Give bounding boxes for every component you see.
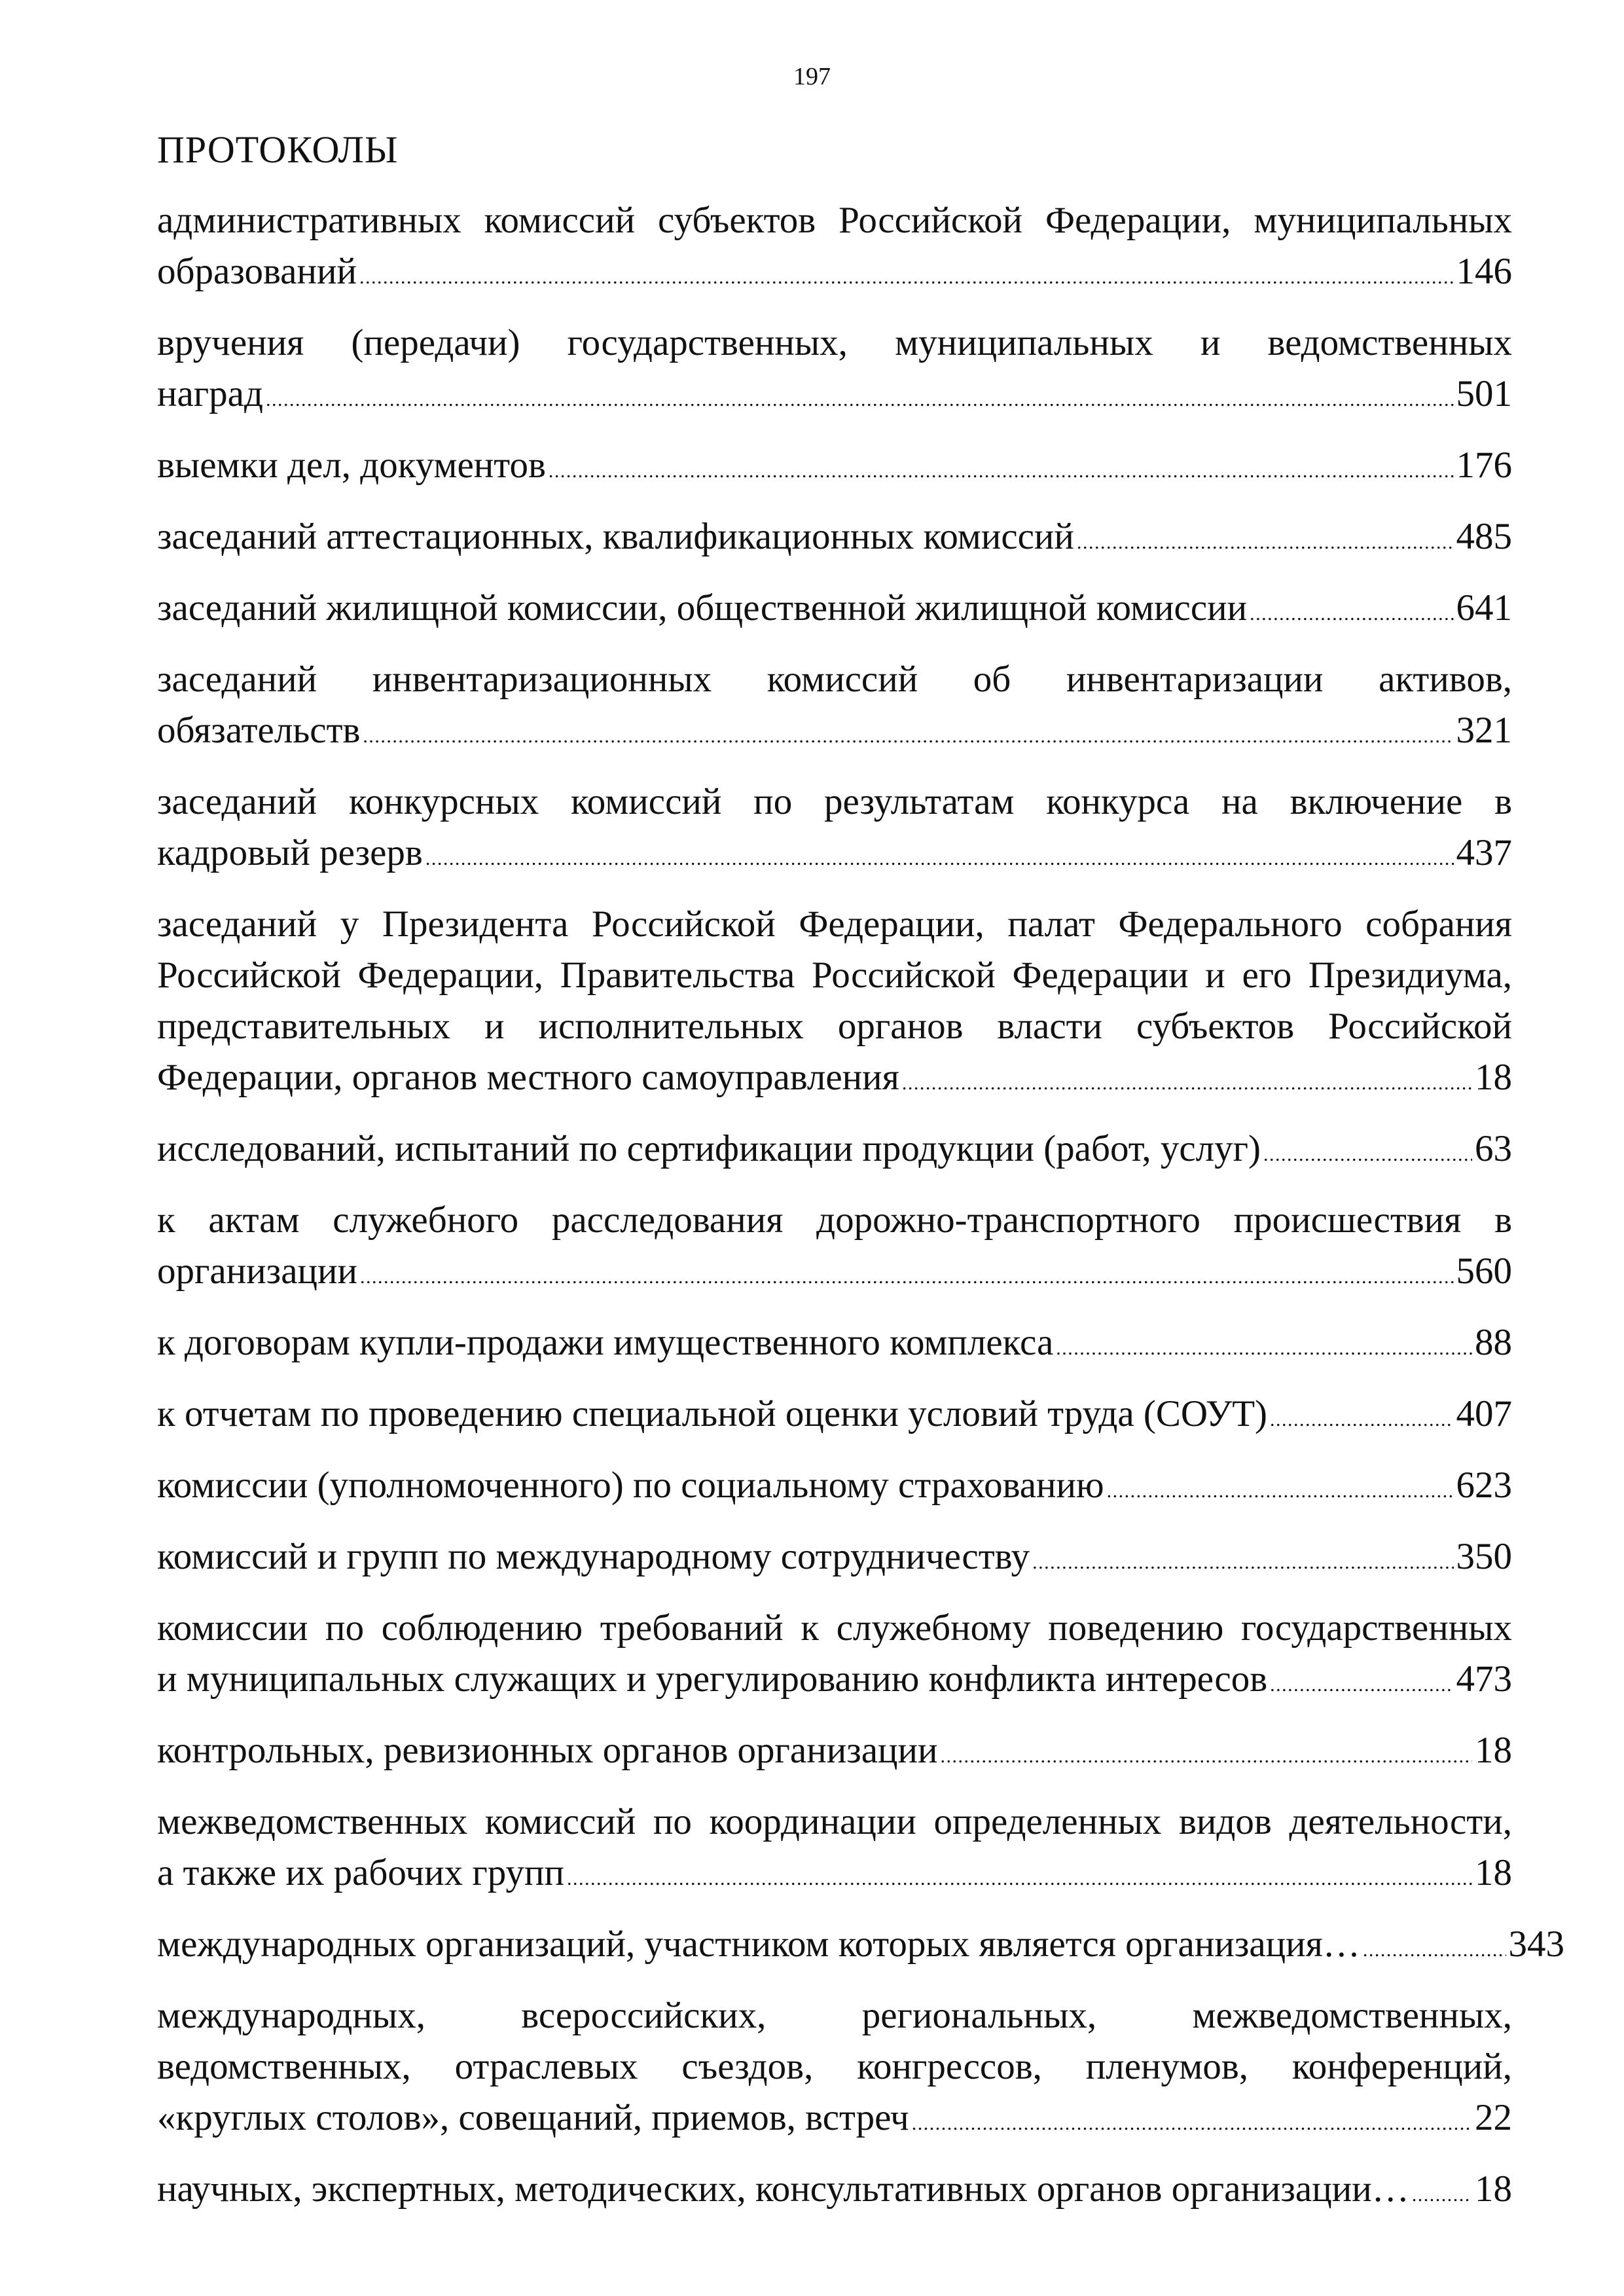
index-entry: [157, 776, 1512, 884]
dot-leader: [1263, 1123, 1472, 1180]
index-entries: [157, 195, 1564, 2235]
index-entry: [157, 1531, 1512, 1588]
index-entry: [157, 1389, 1512, 1446]
dot-leader: [1363, 1919, 1506, 1976]
entry-page-number: 350: [1456, 1536, 1512, 1577]
entry-last-line: [157, 1460, 1512, 1517]
entry-last-line: [157, 828, 1512, 884]
entry-last-line: [157, 583, 1512, 640]
entry-last-line: [157, 369, 1512, 426]
entry-text-line: международных, всероссийских, региональных, межведомственных,: [157, 1995, 1512, 2036]
entry-last-line: [157, 1123, 1512, 1180]
entry-text-line: заседаний инвентаризационных комиссий об инвентаризации активов,: [157, 659, 1512, 700]
entry-page-number: 560: [1456, 1250, 1512, 1292]
entry-last-line: [157, 1531, 1512, 1588]
dot-leader: [359, 246, 1454, 303]
index-entry: [157, 440, 1512, 497]
dot-leader: [360, 1246, 1453, 1303]
index-entry: [157, 583, 1512, 640]
entry-page-number: 18: [1475, 1852, 1512, 1893]
dot-leader: [567, 1848, 1472, 1904]
entry-page-number: 18: [1475, 1057, 1512, 1098]
index-entry: [157, 1195, 1512, 1303]
dot-leader: [266, 369, 1454, 426]
dot-leader: [1077, 511, 1454, 568]
entry-title: исследований, испытаний по сертификации продукции (работ, услуг): [157, 1128, 1261, 1169]
dot-leader: [1250, 583, 1453, 640]
index-entry: [157, 318, 1512, 426]
entry-last-line: [157, 2092, 1512, 2149]
entry-last-line: [157, 2164, 1512, 2221]
index-entry: [157, 195, 1512, 303]
index-heading: ПРОТОКОЛЫ: [157, 128, 399, 171]
entry-page-number: 407: [1456, 1393, 1512, 1434]
entry-last-line: [157, 705, 1512, 762]
index-entry: [157, 1725, 1512, 1782]
entry-text-line: заседаний конкурсных комиссий по результатам конкурса на включение в: [157, 781, 1512, 822]
entry-text-line: комиссии по соблюдению требований к служебному поведению государственных: [157, 1607, 1512, 1649]
page-number: 197: [793, 63, 831, 90]
entry-last-line: [157, 1246, 1512, 1303]
index-entry: [157, 511, 1512, 568]
index-entry: [157, 1317, 1512, 1374]
dot-leader: [1270, 1389, 1453, 1446]
entry-title: комиссии (уполномоченного) по социальному страхованию: [157, 1465, 1104, 1506]
entry-last-line: [157, 1848, 1512, 1904]
entry-last-line: [157, 1052, 1512, 1109]
entry-text-line: межведомственных комиссий по координации определенных видов деятельности,: [157, 1801, 1512, 1842]
dot-leader: [1412, 2164, 1472, 2221]
dot-leader: [363, 705, 1453, 762]
entry-page-number: 146: [1456, 251, 1512, 292]
index-entry: [157, 1990, 1512, 2149]
entry-page-number: 88: [1475, 1322, 1512, 1363]
entry-page-number: 18: [1475, 2168, 1512, 2210]
dot-leader: [1032, 1531, 1453, 1588]
entry-title: к отчетам по проведению специальной оценки условий труда (СОУТ): [157, 1393, 1268, 1434]
entry-title: выемки дел, документов: [157, 445, 546, 486]
entry-text-line: вручения (передачи) государственных, муниципальных и ведомственных: [157, 322, 1512, 363]
index-entry: [157, 1796, 1512, 1904]
entry-title: контрольных, ревизионных органов организации: [157, 1730, 938, 1771]
entry-last-line: [157, 1389, 1512, 1446]
entry-page-number: 176: [1456, 445, 1512, 486]
entry-title: кадровый резерв: [157, 832, 423, 873]
entry-last-line: [157, 1317, 1512, 1374]
entry-title: «круглых столов», совещаний, приемов, встреч: [157, 2097, 909, 2138]
entry-page-number: 641: [1456, 587, 1512, 629]
entry-last-line: [157, 246, 1512, 303]
entry-page-number: 473: [1456, 1658, 1512, 1700]
index-entry: [157, 1123, 1512, 1180]
dot-leader: [549, 440, 1454, 497]
entry-page-number: 22: [1475, 2097, 1512, 2138]
entry-title: образований: [157, 251, 357, 292]
entry-title: обязательств: [157, 710, 361, 751]
entry-last-line: [157, 511, 1512, 568]
entry-title: организации: [157, 1250, 358, 1292]
entry-text-line: заседаний у Президента Российской Федерации, палат Федерального собрания: [157, 903, 1512, 945]
entry-last-line: [157, 440, 1512, 497]
dot-leader: [1107, 1460, 1454, 1517]
entry-title: научных, экспертных, методических, консультативных органов организации…: [157, 2168, 1409, 2210]
entry-title: и муниципальных служащих и урегулированию конфликта интересов: [157, 1658, 1268, 1700]
entry-text-line: представительных и исполнительных органов власти субъектов Российской: [157, 1006, 1512, 1047]
entry-page-number: 485: [1456, 516, 1512, 557]
entry-title: к договорам купли-продажи имущественного комплекса: [157, 1322, 1054, 1363]
entry-page-number: 18: [1475, 1730, 1512, 1771]
entry-title: комиссий и групп по международному сотрудничеству: [157, 1536, 1030, 1577]
index-entry: [157, 1919, 1564, 1976]
entry-page-number: 437: [1456, 832, 1512, 873]
entry-title: заседаний аттестационных, квалификационных комиссий: [157, 516, 1074, 557]
index-entry: [157, 1603, 1512, 1711]
index-entry: [157, 654, 1512, 762]
entry-page-number: 501: [1456, 373, 1512, 414]
dot-leader: [941, 1725, 1472, 1782]
entry-title: а также их рабочих групп: [157, 1852, 564, 1893]
entry-page-number: 343: [1508, 1923, 1564, 1965]
entry-page-number: 623: [1456, 1465, 1512, 1506]
dot-leader: [912, 2092, 1472, 2149]
dot-leader: [902, 1052, 1472, 1109]
entry-last-line: [157, 1654, 1512, 1711]
index-entry: [157, 899, 1512, 1109]
dot-leader: [425, 828, 1454, 884]
index-entry: [157, 1460, 1512, 1517]
entry-last-line: [157, 1725, 1512, 1782]
entry-page-number: 321: [1456, 710, 1512, 751]
entry-title: наград: [157, 373, 263, 414]
entry-text-line: административных комиссий субъектов Российской Федерации, муниципальных: [157, 200, 1512, 241]
entry-text-line: ведомственных, отраслевых съездов, конгрессов, пленумов, конференций,: [157, 2046, 1512, 2087]
index-entry: [157, 2164, 1512, 2221]
dot-leader: [1270, 1654, 1453, 1711]
dot-leader: [1056, 1317, 1472, 1374]
entry-text-line: к актам служебного расследования дорожно-транспортного происшествия в: [157, 1199, 1512, 1241]
entry-title: международных организаций, участником которых является организация…: [157, 1923, 1360, 1965]
entry-title: Федерации, органов местного самоуправления: [157, 1057, 899, 1098]
entry-last-line: [157, 1919, 1564, 1976]
entry-page-number: 63: [1475, 1128, 1512, 1169]
entry-text-line: Российской Федерации, Правительства Российской Федерации и его Президиума,: [157, 955, 1512, 996]
entry-title: заседаний жилищной комиссии, общественной жилищной комиссии: [157, 587, 1248, 629]
